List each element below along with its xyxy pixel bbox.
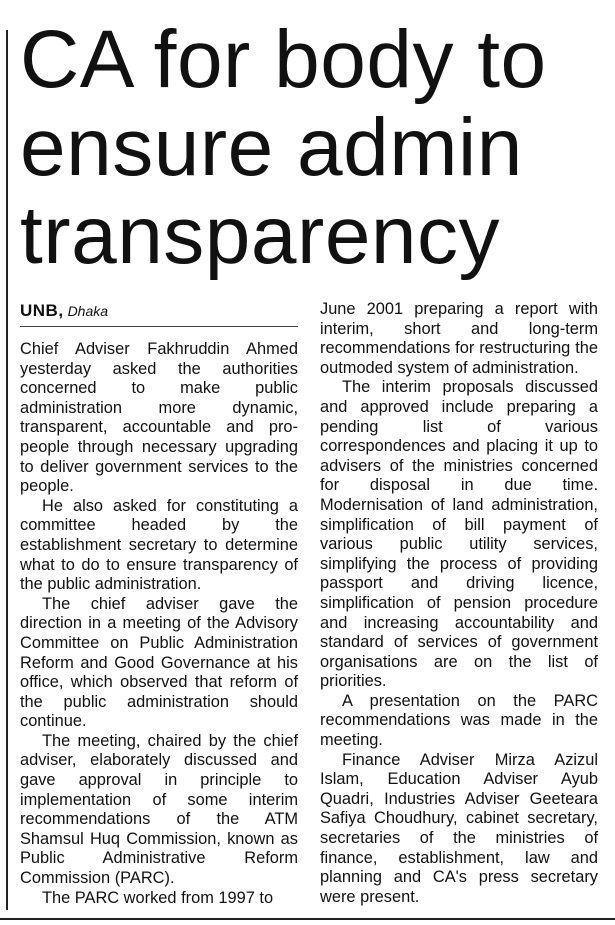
left-column-rule [6, 30, 8, 910]
headline: CA for body to ensure admin transparency [20, 14, 547, 281]
paragraph: The chief adviser gave the direction in a meeting of the Advisory Committee on Public Administration Reform and Good Governance at his office, which observed that reform of the public administration should continue. [20, 594, 298, 731]
paragraph: The PARC worked from 1997 to [42, 888, 274, 907]
paragraph: He also asked for constituting a committee headed by the establishment secretary to determine what to do to ensure transparency of the public administration. [20, 496, 298, 594]
paragraph: June 2001 preparing a report with interim, short and long-term recommendations for restructuring the outmoded system of administration. [320, 300, 598, 377]
bottom-rule [0, 918, 615, 920]
article-column-right [320, 300, 598, 907]
byline [20, 300, 298, 327]
byline-place: Dhaka [67, 303, 109, 319]
paragraph: A presentation on the PARC recommendations was made in the meeting. [320, 691, 598, 750]
paragraph: The meeting, chaired by the chief adviser, elaborately discussed and gave approval in principle to implementation of some interim recommendations of the ATM Shamsul Huq Commission, known as Public Administrative Reform Commission (PARC). [20, 731, 298, 888]
paragraph: Chief Adviser Fakhruddin Ahmed yesterday asked the authorities concerned to make public administration more dynamic, transparent, accountable and pro-people through necessary upgrading to deliver government services to the people. [20, 340, 298, 496]
paragraph: Finance Adviser Mirza Azizul Islam, Education Adviser Ayub Quadri, Industries Adviser Geeteara Safiya Choudhury, cabinet secretary, secretaries of the ministries of finance, establishment, law and planning and CA's press secretary were present. [320, 750, 598, 906]
byline-agency: UNB, [20, 301, 64, 320]
article-column-left [20, 340, 298, 908]
paragraph: The interim proposals discussed and approved include preparing a pending list of various correspondences and placing it up to advisers of the ministries concerned for disposal in due time. Modernisation of land administration, simplification of bill payment of various public utility services, simplifying the process of providing passport and driving licence, simplification of pension procedure and increasing accountability and standard of services of government organisations are on the list of priorities. [320, 378, 598, 691]
